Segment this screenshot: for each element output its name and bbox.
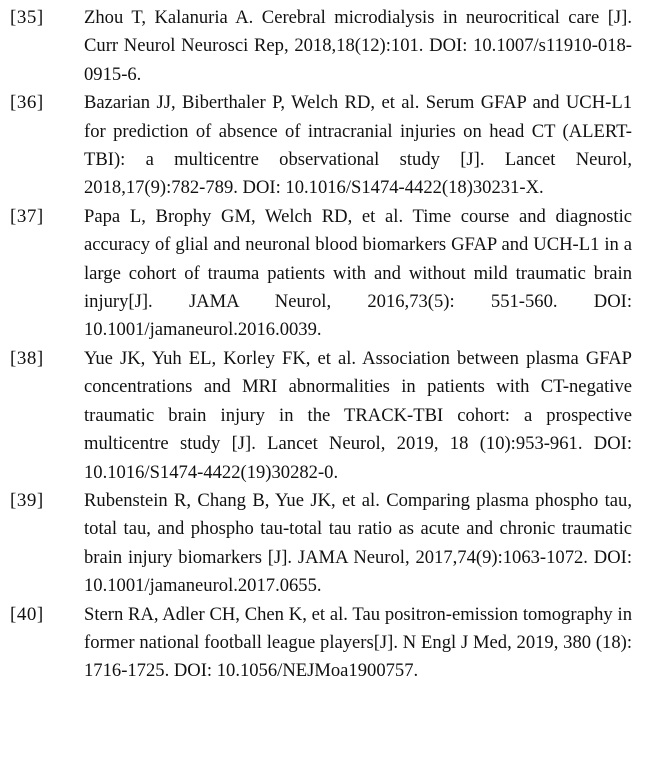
reference-text: Zhou T, Kalanuria A. Cerebral microdialysis in neurocritical care [J]. Curr Neurol Neurosci Rep, 2018,18(12):101. DOI: 10.1007/s11910-018-0915-6. <box>84 7 632 85</box>
reference-text: Bazarian JJ, Biberthaler P, Welch RD, et al. Serum GFAP and UCH-L1 for prediction of absence of intracranial injuries on head CT (ALERT-TBI): a multicentre observational study [J]. Lancet Neurol, 2018,17(9):782-789. DOI: 10.1016/S1474-4422(18)30231-X. <box>84 92 632 199</box>
reference-text: Rubenstein R, Chang B, Yue JK, et al. Comparing plasma phospho tau, total tau, and phospho tau-total tau ratio as acute and chronic traumatic brain injury biomarkers [J]. JAMA Neurol, 2017,74(9):1063-1072. DOI: 10.1001/jamaneurol.2017.0655. <box>84 489 632 597</box>
reference-item <box>0 4 646 89</box>
reference-number: [37] <box>10 205 44 227</box>
reference-number: [39] <box>10 489 44 511</box>
reference-item <box>0 203 646 345</box>
reference-item <box>0 601 646 686</box>
reference-item <box>0 487 646 601</box>
reference-number: [36] <box>10 92 44 114</box>
reference-item <box>0 89 646 203</box>
reference-number: [40] <box>10 603 44 625</box>
reference-text: Papa L, Brophy GM, Welch RD, et al. Time course and diagnostic accuracy of glial and neuronal blood biomarkers GFAP and UCH-L1 in a large cohort of trauma patients with and without mild traumatic brain injury[J]. JAMA Neurol, 2016,73(5): 551-560. DOI: 10.1001/jamaneurol.2016.0039. <box>84 205 632 341</box>
reference-number: [38] <box>10 347 44 369</box>
reference-number: [35] <box>10 7 44 28</box>
reference-list <box>0 4 646 686</box>
reference-item <box>0 345 646 487</box>
reference-text: Yue JK, Yuh EL, Korley FK, et al. Association between plasma GFAP concentrations and MRI abnormalities in patients with CT-negative traumatic brain injury in the TRACK-TBI cohort: a prospective multicentre study [J]. Lancet Neurol, 2019, 18 (10):953-961. DOI: 10.1016/S1474-4422(19)30282-0. <box>84 347 632 483</box>
reference-text: Stern RA, Adler CH, Chen K, et al. Tau positron-emission tomography in former national football league players[J]. N Engl J Med, 2019, 380 (18): 1716-1725. DOI: 10.1056/NEJMoa1900757. <box>84 603 632 682</box>
